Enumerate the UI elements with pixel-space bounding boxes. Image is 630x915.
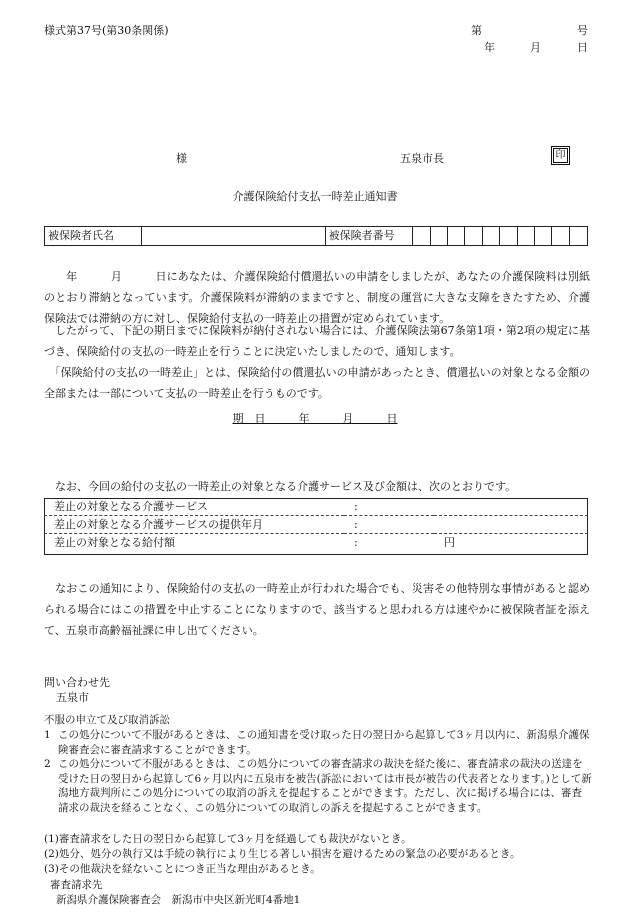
- insured-number-digit[interactable]: [448, 227, 465, 246]
- service-row-value[interactable]: [434, 516, 588, 534]
- insured-table: [44, 226, 588, 246]
- appeal-item-number: 1: [44, 729, 51, 741]
- document-number-prefix: 第: [471, 24, 482, 37]
- document-number-suffix: 号: [577, 24, 588, 37]
- service-row-label: 差止の対象となる介護サービス: [44, 498, 344, 516]
- service-table: [44, 498, 588, 551]
- appeal-sub-item-2: (2)処分、処分の執行又は手続の執行により生じる著しい損害を避けるための緊急の必要があるとき。: [44, 848, 521, 860]
- issue-day-label: 日: [577, 41, 588, 54]
- insured-name-field[interactable]: [141, 227, 325, 246]
- appeal-item-number: 2: [44, 758, 51, 770]
- insured-number-label: 被保険者番号: [325, 227, 413, 246]
- paragraph-application: 年 月 日にあなたは、介護保険給付償還払いの申請をしましたが、あなたの介護保険料は別紙のとおり滞納となっています。介護保険料が滞納のままですと、制度の運営に大きな支障をきたすため、介護保険法では滞納の方に対し、保険給付支払の一時差止の措置が定められています。: [44, 270, 590, 325]
- insured-number-digit[interactable]: [569, 227, 587, 246]
- service-row-value[interactable]: 円: [444, 536, 455, 550]
- paragraph-definition: 「保険給付の支払の一時差止」とは、保険給付の償還払いの申請があったとき、償還払いの対象となる金額の全部または一部について支払の一時差止を行うものです。: [44, 366, 590, 400]
- table-row: [44, 534, 588, 552]
- inquiry-title: 問い合わせ先: [44, 676, 110, 689]
- appeal-sub-item-1: (1)審査請求をした日の翌日から起算して3ヶ月を経過しても裁決がないとき。: [44, 833, 412, 845]
- due-date-line: [0, 410, 630, 427]
- table-row: [44, 516, 588, 534]
- insured-number-digit[interactable]: [534, 227, 551, 246]
- examination-title: 審査請求先: [50, 879, 103, 891]
- insured-number-digit[interactable]: [552, 227, 569, 246]
- service-row-separator: :: [344, 498, 434, 516]
- paragraph-decision: したがって、下記の期日までに保険料が納付されない場合には、介護保険法第67条第1項・第2項の規定に基づき、保険給付の支払の一時差止を行うことに決定いたしましたので、通知します。: [44, 324, 590, 358]
- insured-number-digit[interactable]: [465, 227, 482, 246]
- service-row-separator: :: [354, 536, 358, 550]
- appeal-title: 不服の申立て及び取消訴訟: [44, 714, 170, 726]
- paragraph-cancellation: なおこの通知により、保険給付の支払の一時差止が行われた場合でも、災害その他特別な事情があると認められる場合にはこの措置を中止することになりますので、該当すると思われる方は速やかに被保険者証を添えて、五泉市高齢福祉課に申し出てください。: [44, 582, 590, 637]
- insured-number-digit[interactable]: [430, 227, 447, 246]
- paragraph-service-intro: なお、今回の給付の支払の一時差止の対象となる介護サービス及び金額は、次のとおりです。: [44, 480, 517, 493]
- table-row: [44, 498, 588, 516]
- issuer-mayor: 五泉市長: [400, 152, 444, 165]
- addressee-honorific: 様: [176, 152, 187, 165]
- service-row-label: 差止の対象となる給付額: [54, 536, 175, 550]
- service-row-separator: :: [344, 516, 434, 534]
- seal-mark: 印: [553, 148, 568, 163]
- form-number: 様式第37号(第30条関係): [44, 24, 169, 37]
- service-row-value[interactable]: [434, 498, 588, 516]
- insured-number-digit[interactable]: [413, 227, 430, 246]
- document-title: 介護保険給付支払一時差止通知書: [232, 190, 398, 203]
- appeal-item-text: この処分について不服があるときは、この処分についての審査請求の裁決を経た後に、審査請求の裁決の送達を受けた日の翌日から起算して6ヶ月以内に五泉市を被告(訴訟においては市長が被告の代表者となります。)として新潟地方裁判所にこの処分についての取消の訴えを提起することができます。ただし、次に掲げる場合には、審査請求の裁決を経ることなく、この処分についての取消しの訴えを提起することができます。: [58, 758, 592, 814]
- issue-month-label: 月: [530, 41, 541, 54]
- due-date-text: 期 日 年 月 日: [232, 412, 398, 425]
- issue-year-label: 年: [484, 41, 495, 54]
- inquiry-city: 五泉市: [56, 691, 89, 704]
- appeal-item-text: この処分について不服があるときは、この通知書を受け取った日の翌日から起算して3ヶ月以内に、新潟県介護保険審査会に審査請求することができます。: [58, 729, 590, 756]
- service-row-label: 差止の対象となる介護サービスの提供年月: [44, 516, 344, 534]
- insured-number-digit[interactable]: [482, 227, 499, 246]
- appeal-sub-item-3: (3)その他裁決を経ないことにつき正当な理由があるとき。: [44, 863, 321, 875]
- insured-number-digit[interactable]: [500, 227, 517, 246]
- insured-number-digit[interactable]: [517, 227, 534, 246]
- insured-name-label: 被保険者氏名: [45, 227, 142, 246]
- examination-address: 新潟県介護保険審査会 新潟市中央区新光町4番地1: [56, 894, 301, 906]
